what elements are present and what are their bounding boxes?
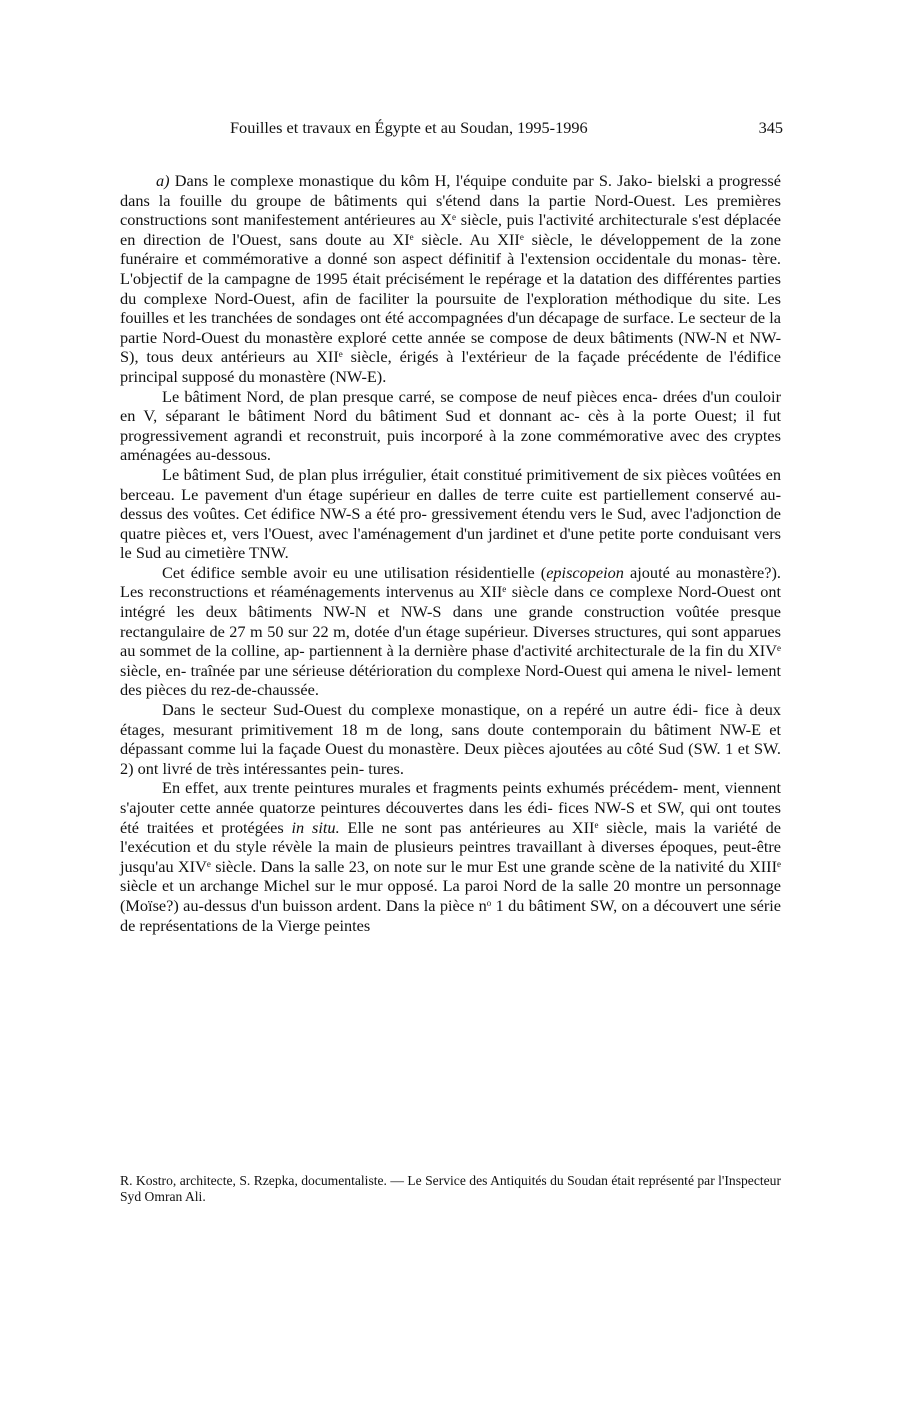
running-header bbox=[230, 118, 783, 140]
superscript: e bbox=[777, 643, 781, 654]
text-run: siècle dans ce complexe Nord-Ouest ont intégré les deux bâtiments NW-N et NW-S dans une grande construction voûtée presque rectangulaire de 27 m 50 sur 22 m, dotée d'un étage supérieur. Diverses structures, qui sont apparues au sommet de la colline, ap- partiennent à la dernière phase d'activité architecturale de la fin du XIV bbox=[120, 582, 781, 661]
text-run: Cet édifice semble avoir eu une utilisation résidentielle ( bbox=[162, 562, 547, 582]
text-run: Le bâtiment Nord, de plan presque carré, se compose de neuf pièces enca- drées d'un couloir en V, séparant le bâtiment Nord du bâtiment Sud et donnant ac- cès à la porte Ouest; il fut progressivement agrandi et reconstruit, puis incorporé à la zone commémorative avec des cryptes aménagées au-dessous. bbox=[120, 386, 781, 465]
text-run: siècle, mais la variété de l'exécution et du style révèle la main de plusieurs peintres travaillant à diverses époques, peut-être jusqu'au XIV bbox=[120, 817, 781, 876]
page-number: 345 bbox=[758, 118, 783, 137]
italic-text: a) bbox=[156, 171, 170, 190]
superscript: o bbox=[486, 897, 492, 908]
text-run: En effet, aux trente peintures murales et fragments peints exhumés précédem- ment, viennent s'ajouter cette année quatorze peintures découvertes dans les édi- fices NW-S et SW, qui ont toutes été traitées et protégées bbox=[120, 778, 781, 837]
running-title: Fouilles et travaux en Égypte et au Soudan, 1995-1996 bbox=[230, 118, 588, 137]
superscript: e bbox=[338, 349, 343, 360]
superscript: e bbox=[452, 212, 457, 223]
paragraph bbox=[120, 387, 781, 465]
text-run: Le bâtiment Sud, de plan plus irrégulier, était constitué primitivement de six pièces voûtées en berceau. Le pavement d'un étage supérieur en dalles de terre cuite est partiellement conservé au-dessus des voûtes. Cet édifice NW-S a été pro- gressivement étendu vers le Sud, avec l'adjonction de quatre pièces et, vers l'Ouest, avec l'aménagement d'un jardinet et d'une petite porte conduisant vers le Sud au cimetière TNW. bbox=[120, 464, 781, 563]
paragraph bbox=[120, 778, 781, 935]
text-run: siècle, en- traînée par une sérieuse détérioration du complexe Nord-Ouest qui amena le nivel- lement des pièces du rez-de-chaussée. bbox=[120, 660, 781, 700]
superscript: e bbox=[409, 231, 414, 242]
italic-text: in situ. bbox=[291, 817, 340, 837]
text-run: Dans le secteur Sud-Ouest du complexe monastique, on a repéré un autre édi- fice à deux étages, mesurant primitivement 18 m de long, sans doute contemporain du bâtiment NW-E et dépassant comme lui la façade Ouest du monastère. Deux pièces ajoutées au côté Sud (SW. 1 et SW. 2) ont livré de très intéressantes pein- tures. bbox=[120, 700, 781, 778]
superscript: e bbox=[594, 819, 599, 830]
paragraph bbox=[120, 700, 781, 778]
text-run: siècle et un archange Michel sur le mur opposé. La paroi Nord de la salle 20 montre un personnage (Moïse?) au-dessus d'un buisson ardent. Dans la pièce n bbox=[120, 876, 781, 915]
paragraph bbox=[120, 465, 781, 563]
superscript: e bbox=[519, 231, 524, 242]
text-run: siècle, érigés à l'extérieur de la façade précédente de l'édifice principal supposé du monastère (NW-E). bbox=[120, 347, 781, 386]
text-run: 1 du bâtiment SW, on a découvert une série de représentations de la Vierge peintes bbox=[120, 895, 781, 935]
superscript: e bbox=[777, 858, 781, 869]
body-text bbox=[120, 171, 781, 935]
text-run: siècle, le développement de la zone funéraire et commémorative a donné son aspect définitif à l'extension occidentale du monas- tère. L'objectif de la campagne de 1995 était précisément le repérage et la datation des différentes parties du complexe Nord-Ouest, afin de faciliter la poursuite de l'exploration méthodique du site. Les fouilles et les tranchées de sondages ont été accompagnées d'un décapage de surface. Le secteur de la partie Nord-Ouest du monastère exploré cette année se compose de deux bâtiments (NW-N et NW-S), tous deux antérieurs au XII bbox=[120, 229, 781, 367]
text-run: siècle. Dans la salle 23, on note sur le mur Est une grande scène de la nativité du XIII bbox=[210, 856, 777, 876]
text-run: siècle, puis l'activité architecturale s'est déplacée en direction de l'Ouest, sans doute au XI bbox=[120, 210, 781, 249]
text-run: Dans le complexe monastique du kôm H, l'équipe conduite par S. Jako- bielski a progressé dans la fouille du groupe de bâtiments qui s'étend dans la partie Nord-Ouest. Les premières constructions sont manifestement antérieures au X bbox=[120, 171, 781, 230]
paragraph bbox=[120, 563, 781, 700]
superscript: e bbox=[206, 858, 211, 869]
superscript: e bbox=[502, 584, 507, 595]
italic-text: episcopeion bbox=[546, 562, 624, 582]
paragraph bbox=[120, 171, 781, 387]
text-run: siècle. Au XII bbox=[413, 229, 520, 249]
footnote: R. Kostro, architecte, S. Rzepka, documentaliste. — Le Service des Antiquités du Soudan était représenté par l'Inspecteur Syd Omran Ali. bbox=[120, 1173, 781, 1204]
text-run: ajouté au monastère?). Les reconstructions et réaménagements intervenus au XII bbox=[120, 562, 782, 602]
text-run: Elle ne sont pas antérieures au XII bbox=[339, 817, 595, 837]
